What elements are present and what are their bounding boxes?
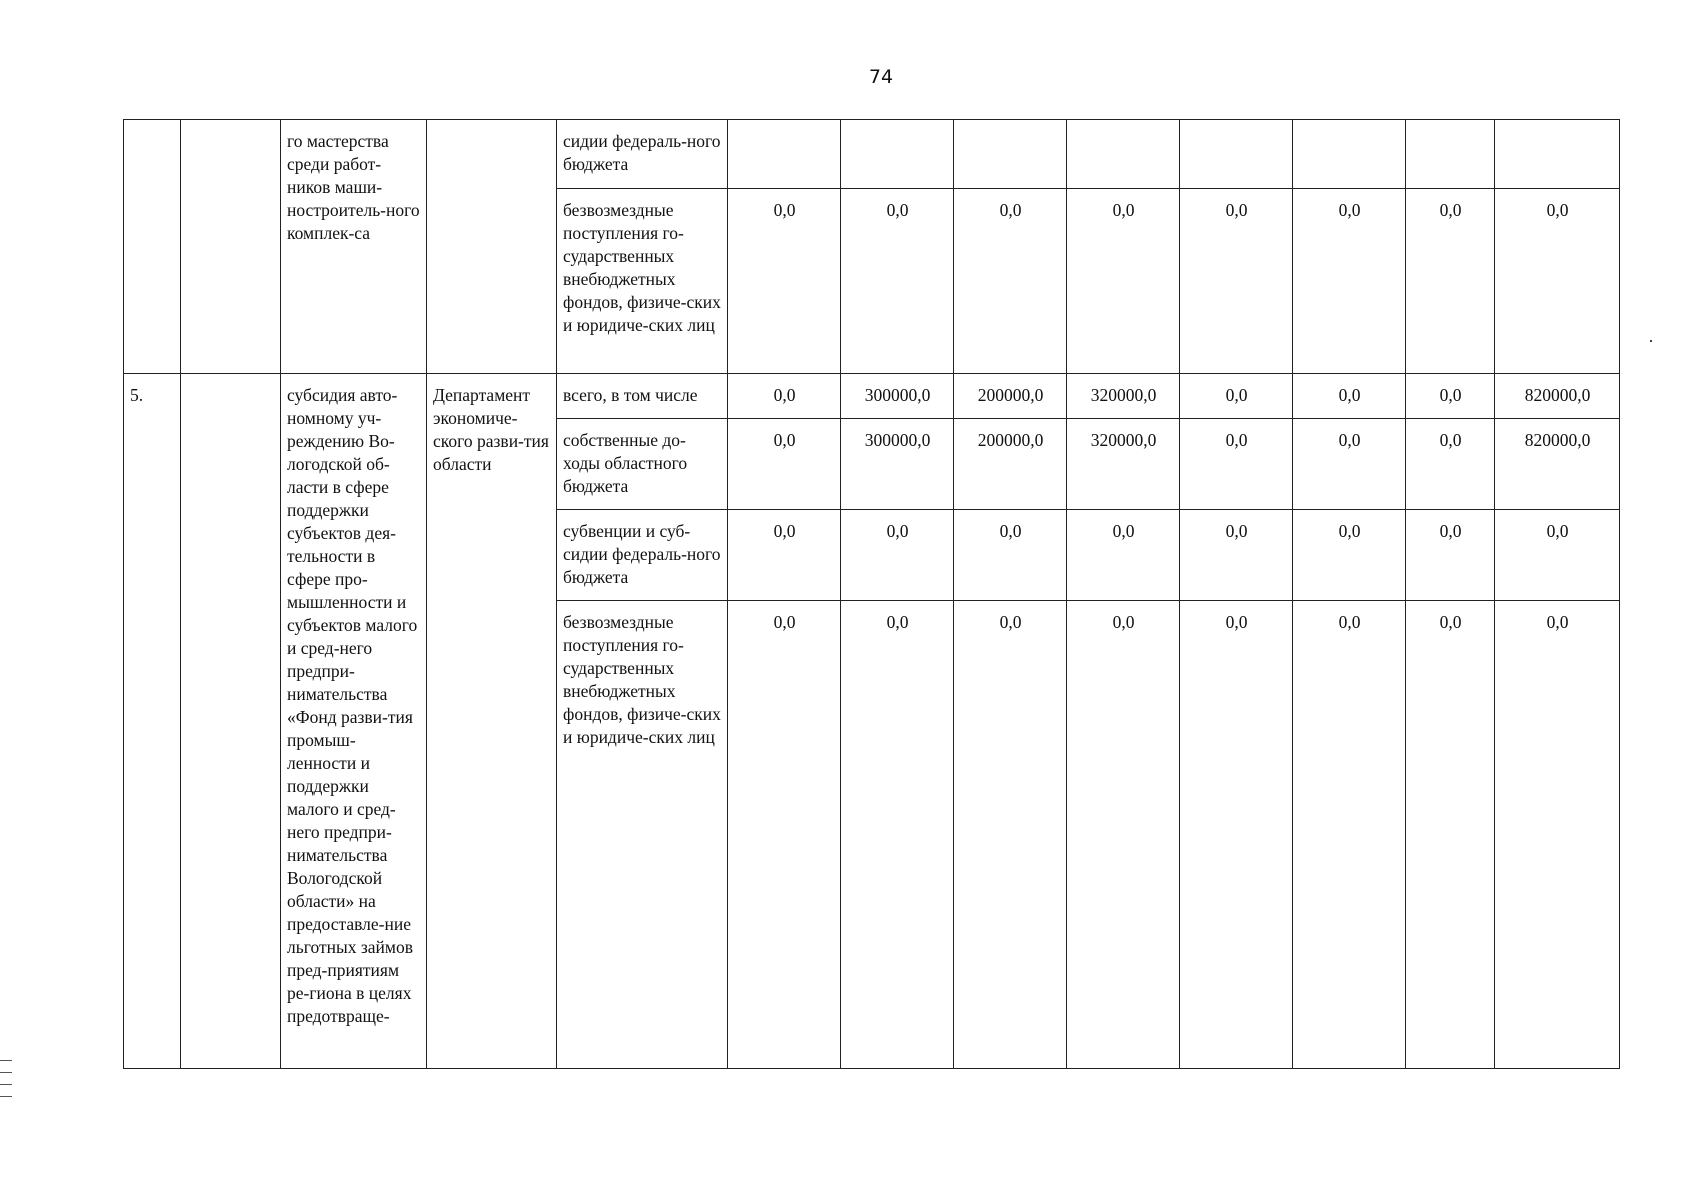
row-number-cell: 5.: [124, 374, 181, 1069]
empty-cell: [181, 374, 281, 1069]
activity-name-cell: субсидия авто-номному уч-реждению Во-логодской об-ласти в сфере поддержки субъектов дея-тельности в сфере про-мышленности и субъектов малого и сред-него предпри-нимательства «Фонд разви-тия промыш-ленности и поддержки малого и сред-него предпри-нимательства Вологодской области» на предоставле-ние льготных займов пред-приятиям ре-гиона в целях предотвраще-: [281, 374, 427, 1069]
value-cell: 0,0: [1293, 510, 1406, 601]
value-cell: 0,0: [954, 510, 1067, 601]
activity-name-cell: го мастерства среди работ-ников маши-ностроитель-ного комплек-са: [281, 120, 427, 374]
value-cell: 320000,0: [1067, 419, 1180, 510]
value-cell: 0,0: [728, 419, 841, 510]
value-cell: 0,0: [1293, 601, 1406, 1069]
value-cell: 0,0: [1180, 601, 1293, 1069]
funding-source-cell: безвозмездные поступления го-сударственных внебюджетных фондов, физиче-ских и юридиче-ских лиц: [557, 601, 728, 1069]
executor-cell: Департамент экономиче-ского разви-тия области: [427, 374, 557, 1069]
value-cell: [728, 120, 841, 189]
value-cell: 0,0: [954, 601, 1067, 1069]
value-cell: 300000,0: [841, 374, 954, 419]
value-cell: 0,0: [1180, 510, 1293, 601]
value-cell: 0,0: [1293, 374, 1406, 419]
scan-mark: [0, 1084, 12, 1085]
value-cell: [954, 120, 1067, 189]
funding-source-cell: всего, в том числе: [557, 374, 728, 419]
value-cell: [1495, 120, 1620, 189]
value-cell: 820000,0: [1495, 419, 1620, 510]
value-cell: 0,0: [1406, 189, 1495, 374]
funding-source-cell: сидии федераль-ного бюджета: [557, 120, 728, 189]
table-row: [124, 374, 1620, 419]
value-cell: [1293, 120, 1406, 189]
value-cell: 0,0: [1067, 601, 1180, 1069]
value-cell: 0,0: [1293, 189, 1406, 374]
value-cell: 0,0: [1495, 601, 1620, 1069]
budget-table: [123, 119, 1620, 1069]
value-cell: 0,0: [728, 601, 841, 1069]
value-cell: 0,0: [1180, 419, 1293, 510]
value-cell: 0,0: [841, 510, 954, 601]
scan-mark: [0, 1060, 12, 1061]
value-cell: 0,0: [1406, 419, 1495, 510]
value-cell: [1067, 120, 1180, 189]
value-cell: 0,0: [728, 510, 841, 601]
funding-source-cell: субвенции и суб-сидии федераль-ного бюджета: [557, 510, 728, 601]
value-cell: 0,0: [1293, 419, 1406, 510]
value-cell: 0,0: [1495, 189, 1620, 374]
value-cell: 0,0: [1495, 510, 1620, 601]
empty-cell: [181, 120, 281, 374]
value-cell: 200000,0: [954, 374, 1067, 419]
executor-cell: [427, 120, 557, 374]
value-cell: 0,0: [841, 601, 954, 1069]
value-cell: 0,0: [1406, 374, 1495, 419]
page-number: 74: [868, 66, 894, 88]
scan-mark: [0, 1096, 12, 1097]
value-cell: 320000,0: [1067, 374, 1180, 419]
value-cell: 0,0: [1180, 374, 1293, 419]
value-cell: [1180, 120, 1293, 189]
value-cell: 0,0: [841, 189, 954, 374]
scan-dot: [1650, 340, 1652, 342]
value-cell: [841, 120, 954, 189]
value-cell: 0,0: [1067, 189, 1180, 374]
value-cell: 300000,0: [841, 419, 954, 510]
row-number-cell: [124, 120, 181, 374]
value-cell: 0,0: [1180, 189, 1293, 374]
scan-mark: [0, 1072, 12, 1073]
funding-source-cell: собственные до-ходы областного бюджета: [557, 419, 728, 510]
value-cell: [1406, 120, 1495, 189]
value-cell: 0,0: [728, 374, 841, 419]
value-cell: 0,0: [1067, 510, 1180, 601]
value-cell: 820000,0: [1495, 374, 1620, 419]
value-cell: 0,0: [1406, 601, 1495, 1069]
value-cell: 200000,0: [954, 419, 1067, 510]
value-cell: 0,0: [954, 189, 1067, 374]
table-row: [124, 120, 1620, 189]
value-cell: 0,0: [1406, 510, 1495, 601]
funding-source-cell: безвозмездные поступления го-сударственных внебюджетных фондов, физиче-ских и юридиче-ских лиц: [557, 189, 728, 374]
value-cell: 0,0: [728, 189, 841, 374]
